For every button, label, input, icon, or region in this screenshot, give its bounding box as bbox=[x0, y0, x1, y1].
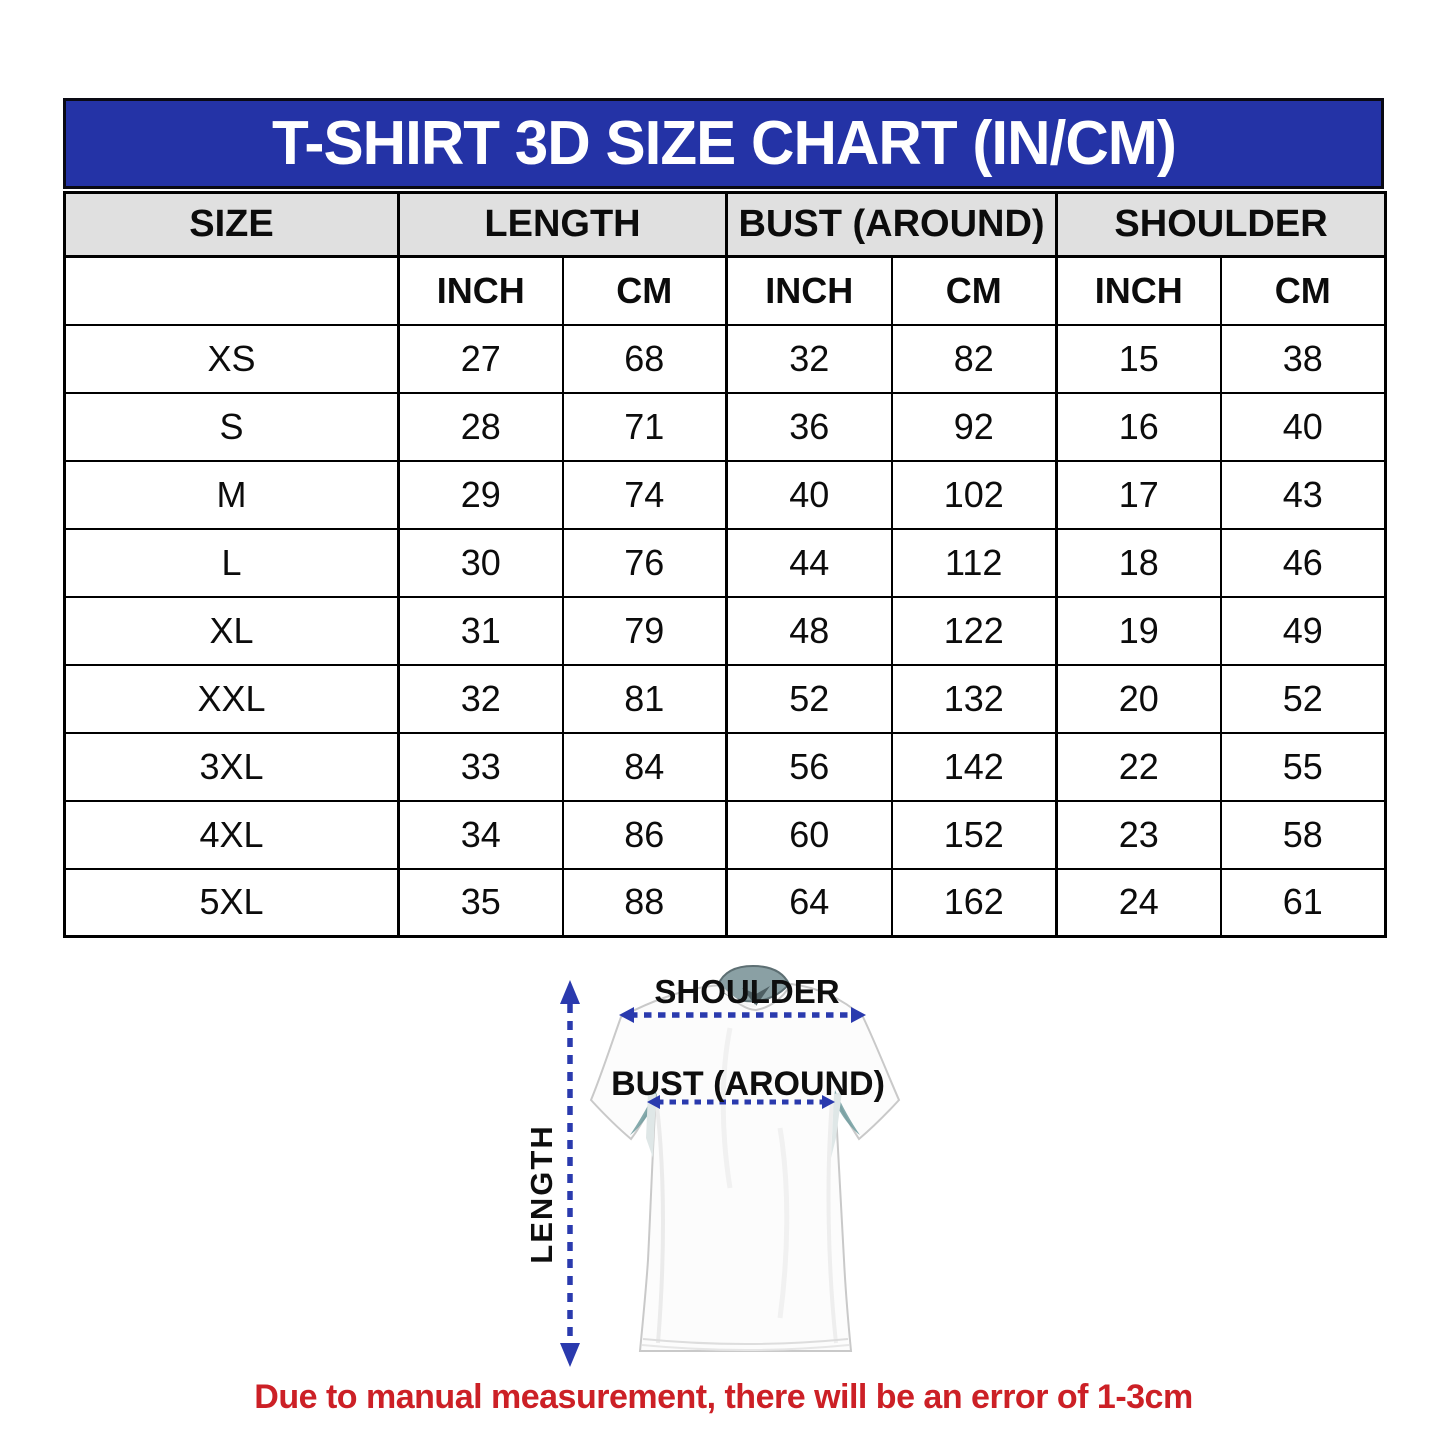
value-cell: 28 bbox=[399, 393, 563, 461]
unit-header: CM bbox=[563, 257, 727, 325]
size-cell: 5XL bbox=[65, 869, 399, 937]
tshirt-image bbox=[591, 966, 899, 1351]
value-cell: 36 bbox=[727, 393, 892, 461]
bust-label: BUST (AROUND) bbox=[611, 1065, 885, 1103]
table-row bbox=[65, 801, 1386, 869]
value-cell: 52 bbox=[727, 665, 892, 733]
value-cell: 17 bbox=[1057, 461, 1221, 529]
measurement-note: Due to manual measurement, there will be an error of 1-3cm bbox=[254, 1378, 1193, 1416]
table-row bbox=[65, 461, 1386, 529]
value-cell: 22 bbox=[1057, 733, 1221, 801]
length-arrow-icon bbox=[560, 980, 580, 1367]
size-cell: 3XL bbox=[65, 733, 399, 801]
value-cell: 71 bbox=[563, 393, 727, 461]
value-cell: 112 bbox=[892, 529, 1057, 597]
size-cell: XS bbox=[65, 325, 399, 393]
value-cell: 24 bbox=[1057, 869, 1221, 937]
value-cell: 81 bbox=[563, 665, 727, 733]
column-header-bust: BUST (AROUND) bbox=[727, 193, 1057, 257]
size-cell: M bbox=[65, 461, 399, 529]
unit-header: INCH bbox=[727, 257, 892, 325]
value-cell: 55 bbox=[1221, 733, 1386, 801]
value-cell: 48 bbox=[727, 597, 892, 665]
value-cell: 122 bbox=[892, 597, 1057, 665]
value-cell: 44 bbox=[727, 529, 892, 597]
unit-header: INCH bbox=[1057, 257, 1221, 325]
value-cell: 18 bbox=[1057, 529, 1221, 597]
value-cell: 32 bbox=[399, 665, 563, 733]
table-row bbox=[65, 869, 1386, 937]
shoulder-label: SHOULDER bbox=[654, 973, 840, 1010]
size-cell: XXL bbox=[65, 665, 399, 733]
value-cell: 52 bbox=[1221, 665, 1386, 733]
size-table bbox=[63, 191, 1387, 938]
title-banner bbox=[63, 98, 1384, 189]
value-cell: 60 bbox=[727, 801, 892, 869]
size-cell: S bbox=[65, 393, 399, 461]
value-cell: 142 bbox=[892, 733, 1057, 801]
unit-header: CM bbox=[1221, 257, 1386, 325]
value-cell: 64 bbox=[727, 869, 892, 937]
unit-header: INCH bbox=[399, 257, 563, 325]
table-row bbox=[65, 529, 1386, 597]
value-cell: 61 bbox=[1221, 869, 1386, 937]
value-cell: 38 bbox=[1221, 325, 1386, 393]
size-cell: XL bbox=[65, 597, 399, 665]
value-cell: 32 bbox=[727, 325, 892, 393]
value-cell: 27 bbox=[399, 325, 563, 393]
value-cell: 84 bbox=[563, 733, 727, 801]
value-cell: 43 bbox=[1221, 461, 1386, 529]
value-cell: 30 bbox=[399, 529, 563, 597]
column-header-shoulder: SHOULDER bbox=[1057, 193, 1386, 257]
value-cell: 82 bbox=[892, 325, 1057, 393]
value-cell: 35 bbox=[399, 869, 563, 937]
unit-header-blank bbox=[65, 257, 399, 325]
value-cell: 74 bbox=[563, 461, 727, 529]
value-cell: 68 bbox=[563, 325, 727, 393]
unit-header: CM bbox=[892, 257, 1057, 325]
value-cell: 86 bbox=[563, 801, 727, 869]
value-cell: 79 bbox=[563, 597, 727, 665]
value-cell: 56 bbox=[727, 733, 892, 801]
value-cell: 92 bbox=[892, 393, 1057, 461]
value-cell: 34 bbox=[399, 801, 563, 869]
value-cell: 46 bbox=[1221, 529, 1386, 597]
value-cell: 76 bbox=[563, 529, 727, 597]
value-cell: 15 bbox=[1057, 325, 1221, 393]
table-row bbox=[65, 733, 1386, 801]
value-cell: 33 bbox=[399, 733, 563, 801]
value-cell: 29 bbox=[399, 461, 563, 529]
table-row bbox=[65, 393, 1386, 461]
table-row bbox=[65, 325, 1386, 393]
value-cell: 16 bbox=[1057, 393, 1221, 461]
value-cell: 49 bbox=[1221, 597, 1386, 665]
value-cell: 23 bbox=[1057, 801, 1221, 869]
table-row bbox=[65, 665, 1386, 733]
tshirt-diagram bbox=[480, 958, 1140, 1388]
value-cell: 40 bbox=[1221, 393, 1386, 461]
value-cell: 132 bbox=[892, 665, 1057, 733]
unit-header-row bbox=[65, 257, 1386, 325]
column-header-length: LENGTH bbox=[399, 193, 727, 257]
size-cell: L bbox=[65, 529, 399, 597]
value-cell: 31 bbox=[399, 597, 563, 665]
value-cell: 88 bbox=[563, 869, 727, 937]
value-cell: 20 bbox=[1057, 665, 1221, 733]
size-cell: 4XL bbox=[65, 801, 399, 869]
length-label: LENGTH bbox=[524, 1124, 559, 1264]
table-header-row bbox=[65, 193, 1386, 257]
value-cell: 19 bbox=[1057, 597, 1221, 665]
table-row bbox=[65, 597, 1386, 665]
column-header-size: SIZE bbox=[65, 193, 399, 257]
value-cell: 162 bbox=[892, 869, 1057, 937]
value-cell: 152 bbox=[892, 801, 1057, 869]
page-title: T-SHIRT 3D SIZE CHART (IN/CM) bbox=[271, 109, 1176, 178]
value-cell: 58 bbox=[1221, 801, 1386, 869]
value-cell: 102 bbox=[892, 461, 1057, 529]
value-cell: 40 bbox=[727, 461, 892, 529]
